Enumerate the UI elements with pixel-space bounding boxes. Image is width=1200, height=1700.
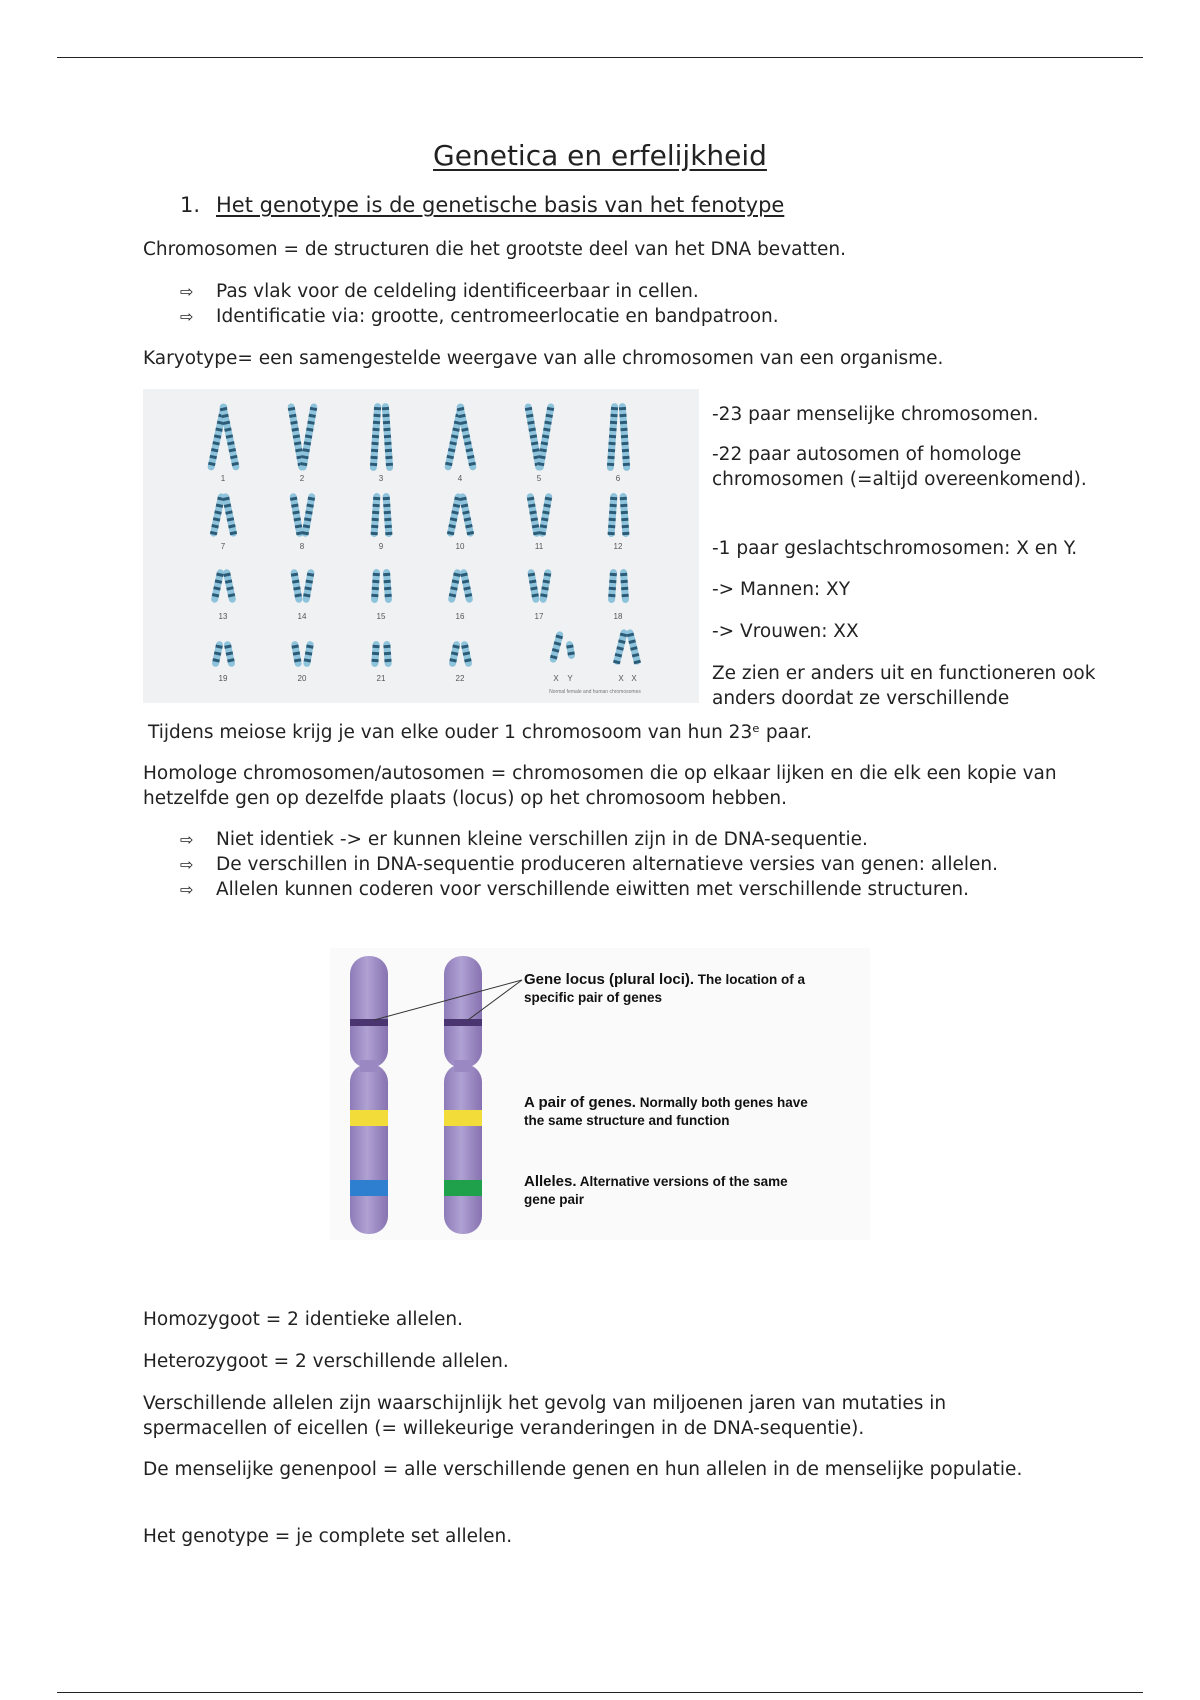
chromosome-pair (447, 493, 475, 537)
allele-band-right (444, 1180, 482, 1196)
gene-band-right (444, 1110, 482, 1126)
chromosome-number-label: 18 (613, 612, 623, 621)
gene-locus-figure (330, 948, 870, 1240)
chromosome-number-label: 6 (615, 474, 621, 483)
chromosome-number-label: 5 (536, 474, 542, 483)
list-item-text: Pas vlak voor de celdeling identificeerbaar in cellen. (216, 281, 699, 302)
paragraph-karyotype: Karyotype= een samengestelde weergave van alle chromosomen van een organisme. (143, 348, 944, 369)
list-item (180, 877, 1040, 902)
sex-chromosome-label: X (631, 674, 637, 683)
chromosome-pair (290, 569, 315, 604)
list-item-text: Allelen kunnen coderen voor verschillende eiwitten met verschillende structuren. (216, 879, 970, 900)
side-note-2: -22 paar autosomen of homologe chromosomen (=altijd overeenkomend). (712, 444, 1087, 490)
bullet-list-2 (180, 827, 1040, 902)
chromosome-number-label: 8 (299, 542, 305, 551)
chromosome-number-label: 22 (455, 674, 465, 683)
sex-chromosome-label: Y (567, 674, 573, 683)
allele-band-left (350, 1180, 388, 1196)
chromosome-left (350, 956, 388, 1234)
locus-band-left (350, 1019, 388, 1026)
arrow-icon: ⇨ (180, 282, 194, 301)
side-note-5: -> Vrouwen: XX (712, 621, 859, 642)
chromosome-number-label: 21 (376, 674, 386, 683)
chromosome-number-label: 20 (297, 674, 307, 683)
chromosome-pair (289, 493, 316, 538)
list-item (180, 304, 1080, 329)
chromosome-number-label: 17 (534, 612, 544, 621)
chromosome-pair (370, 403, 394, 471)
chromosome-number-label: 16 (455, 612, 465, 621)
top-rule (57, 57, 1143, 58)
side-note-6: Ze zien er anders uit en functioneren ook anders doordat ze verschillende (712, 663, 1096, 709)
list-item (180, 827, 1040, 852)
alleles-label-line2: gene pair (524, 1192, 585, 1207)
paragraph-meiose: Tijdens meiose krijg je van elke ouder 1 chromosoom van hun 23ᵉ paar. (148, 722, 813, 743)
chromosome-pair (448, 569, 474, 604)
chromosome-pair (524, 403, 555, 471)
list-item-text: De verschillen in DNA-sequentie produceren alternatieve versies van genen: allelen. (216, 854, 999, 875)
chromosome-pair (526, 493, 553, 538)
locus-band-right (444, 1019, 482, 1026)
arrow-icon: ⇨ (180, 307, 194, 326)
chromosome-number-label: 9 (378, 542, 384, 551)
paragraph-homozygoot: Homozygoot = 2 identieke allelen. (143, 1309, 463, 1330)
gene-band-left (350, 1110, 388, 1126)
arrow-icon: ⇨ (180, 880, 194, 899)
sex-chromosomes (549, 629, 641, 666)
chromosome-pair (607, 493, 629, 537)
chromosome-number-label: 3 (378, 474, 384, 483)
chromosome-pair (608, 569, 629, 603)
karyotype-caption: Normal female and human chromosomes (549, 689, 641, 695)
chromosome-pair (211, 569, 237, 604)
karyotype-figure (143, 389, 699, 703)
chromosome-pair (448, 641, 472, 668)
chromosome-pair (527, 569, 552, 604)
gene-locus-diagram (330, 948, 870, 1240)
chromosome-pair (444, 403, 477, 471)
list-item-text: Niet identiek -> er kunnen kleine verschillen zijn in de DNA-sequentie. (216, 829, 868, 850)
chromosome-number-label: 10 (455, 542, 465, 551)
chromosome-number-label: 1 (220, 474, 226, 483)
chromosome-pair (207, 403, 240, 471)
chromosome-number-label: 13 (218, 612, 228, 621)
list-item (180, 279, 1080, 304)
sex-chromosome-label: X (618, 674, 624, 683)
chromosome-number-label: 11 (534, 542, 544, 551)
chromosome-number-label: 15 (376, 612, 386, 621)
bullet-list-1 (180, 279, 1080, 329)
alleles-label: Alleles. Alternative versions of the same (524, 1173, 788, 1190)
chromosome-pair (371, 569, 392, 603)
chromosome-number-label: 4 (457, 474, 463, 483)
chromosome-number-label: 14 (297, 612, 307, 621)
chromosome-pair (607, 403, 631, 471)
section-number: 1. (180, 193, 201, 217)
list-item (180, 852, 1040, 877)
side-note-3: -1 paar geslachtschromosomen: X en Y. (712, 538, 1078, 559)
gene-pair-label-line2: the same structure and function (524, 1113, 730, 1128)
chromosome-number-label: 12 (613, 542, 623, 551)
chromosome-number-label: 2 (299, 474, 305, 483)
arrow-icon: ⇨ (180, 830, 194, 849)
karyotype-image (143, 389, 699, 703)
sex-chromosome-label: X (553, 674, 559, 683)
section-heading-text: Het genotype is de genetische basis van het fenotype (216, 193, 785, 217)
chromosome-right (444, 956, 482, 1234)
paragraph-heterozygoot: Heterozygoot = 2 verschillende allelen. (143, 1351, 509, 1372)
page-title: Genetica en erfelijkheid (433, 139, 767, 172)
chromosome-pair (370, 493, 392, 537)
chromosome-pair (291, 641, 314, 668)
paragraph-verschillende-allelen: Verschillende allelen zijn waarschijnlijk het gevolg van miljoenen jaren van mutaties in spermacellen of eicellen (= willekeurige veranderingen in de DNA-sequentie). (143, 1393, 947, 1439)
paragraph-chromosomen: Chromosomen = de structuren die het grootste deel van het DNA bevatten. (143, 239, 846, 260)
chromosome-number-label: 19 (218, 674, 228, 683)
chromosome-pair (287, 403, 318, 471)
chromosome-pair (371, 641, 392, 667)
list-item-text: Identificatie via: grootte, centromeerlocatie en bandpatroon. (216, 306, 779, 327)
chromosome-number-label: 7 (220, 542, 226, 551)
side-note-1: -23 paar menselijke chromosomen. (712, 404, 1039, 425)
side-note-4: -> Mannen: XY (712, 579, 851, 600)
paragraph-genotype: Het genotype = je complete set allelen. (143, 1526, 513, 1547)
section-heading-1 (180, 193, 784, 217)
paragraph-genenpool: De menselijke genenpool = alle verschillende genen en hun allelen in de menselijke populatie. (143, 1459, 1023, 1480)
chromosome-pair (211, 641, 235, 668)
paragraph-homologe: Homologe chromosomen/autosomen = chromosomen die op elkaar lijken en die elk een kopie van hetzelfde gen op dezelfde plaats (locus) op het chromosoom hebben. (143, 763, 1057, 809)
chromosome-pair (210, 493, 238, 537)
locus-label: Gene locus (plural loci). The location of a (524, 971, 806, 988)
gene-pair-label: A pair of genes. Normally both genes have (524, 1094, 808, 1111)
arrow-icon: ⇨ (180, 855, 194, 874)
locus-label-line2: specific pair of genes (524, 990, 663, 1005)
bottom-rule (57, 1692, 1143, 1693)
